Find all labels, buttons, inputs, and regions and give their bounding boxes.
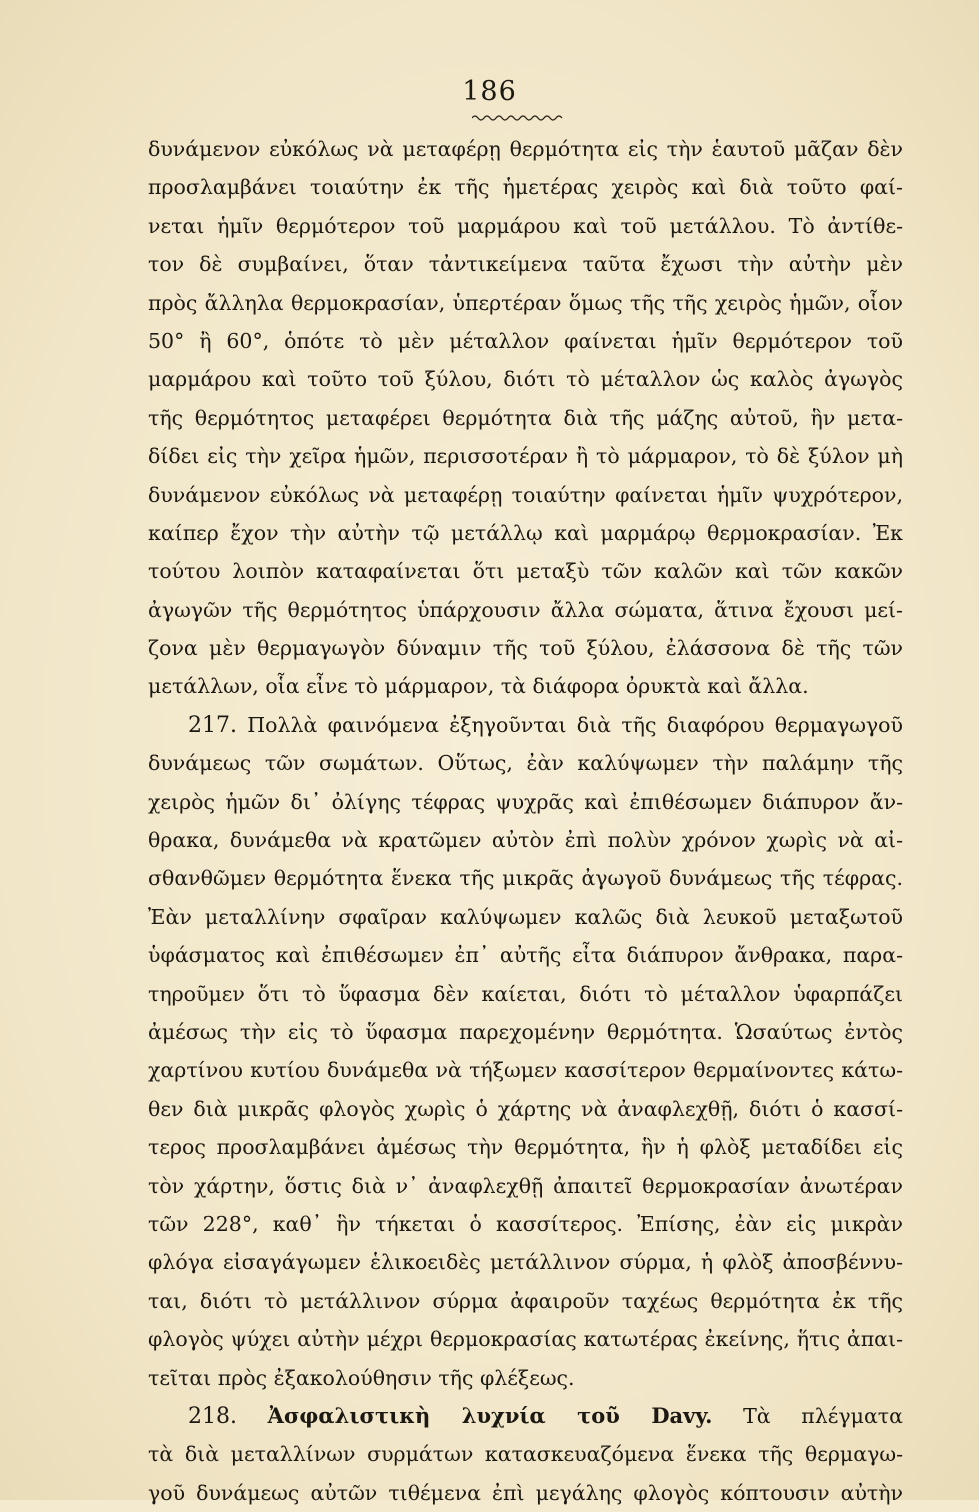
text-line: τῆς θερμότητος μεταφέρει θερμότητα διὰ τῆς μάζης αὐτοῦ, ἣν μετα- <box>148 405 903 430</box>
text-line: τον δὲ συμβαίνει, ὅταν τἀντικείμενα ταῦτα ἔχωσι τὴν αὐτὴν μὲν <box>148 252 903 277</box>
text-line: ζονα μὲν θερμαγωγὸν δύναμιν τῆς τοῦ ξύλου, ἐλάσσονα δὲ τῆς τῶν <box>148 636 903 661</box>
section-number: 218. <box>188 1403 237 1429</box>
text-line: μετάλλων, οἷα εἶνε τὸ μάρμαρον, τὰ διάφορα ὀρυκτὰ καὶ ἄλλα. <box>148 674 809 699</box>
text-line: γοῦ δυνάμεως αὐτῶν τιθέμενα ἐπὶ μεγάλης φλογὸς κόπτουσιν αὐτὴν <box>148 1480 903 1505</box>
wavy-rule-ornament <box>472 113 564 123</box>
text-line: τεῖται πρὸς ἐξακολούθησιν τῆς φλέξεως. <box>148 1365 575 1390</box>
text-line: ὑφάσματος καὶ ἐπιθέσωμεν ἐπ᾽ αὐτῆς εἶτα διάπυρον ἄνθρακα, παρα- <box>148 943 903 968</box>
section-218-first-line <box>148 1397 903 1435</box>
text-line: τὰ διὰ μεταλλίνων συρμάτων κατασκευαζόμενα ἕνεκα τῆς θερμαγω- <box>148 1442 903 1467</box>
page-number: 186 <box>462 76 517 107</box>
text-line: φλογὸς ψύχει αὐτὴν μέχρι θερμοκρασίας κατωτέρας ἐκείνης, ἥτις ἀπαι- <box>148 1327 903 1352</box>
text-line: προσλαμβάνει τοιαύτην ἐκ τῆς ἡμετέρας χειρὸς καὶ διὰ τοῦτο φαί- <box>148 175 903 200</box>
section-217-first-line <box>148 706 903 744</box>
body-text <box>148 130 903 1512</box>
text-line: καίπερ ἔχον τὴν αὐτὴν τῷ μετάλλῳ καὶ μαρμάρῳ θερμοκρασίαν. Ἐκ <box>148 520 903 545</box>
text-line: σθανθῶμεν θερμότητα ἕνεκα τῆς μικρᾶς ἀγωγοῦ δυνάμεως τῆς τέφρας. <box>148 866 903 891</box>
text-line: τερος προσλαμβάνει ἀμέσως τὴν θερμότητα, ἣν ἡ φλὸξ μεταδίδει εἰς <box>148 1135 903 1160</box>
text-line: ἀγωγῶν τῆς θερμότητος ὑπάρχουσιν ἄλλα σώματα, ἅτινα ἔχουσι μεί- <box>148 597 903 622</box>
text-line: 50° ἢ 60°, ὁπότε τὸ μὲν μέταλλον φαίνεται ἡμῖν θερμότερον τοῦ <box>148 328 903 353</box>
text-line: ται, διότι τὸ μετάλλινον σύρμα ἀφαιροῦν ταχέως θερμότητα ἐκ τῆς <box>148 1288 903 1313</box>
text-line: θρακα, δυνάμεθα νὰ κρατῶμεν αὐτὸν ἐπὶ πολὺν χρόνον χωρὶς νὰ αἰ- <box>148 828 903 853</box>
section-heading: Ἀσφαλιστικὴ λυχνία τοῦ Davy. <box>267 1402 713 1428</box>
text-line: δυνάμενον εὐκόλως νὰ μεταφέρῃ θερμότητα εἰς τὴν ἑαυτοῦ μᾶζαν δὲν <box>148 137 903 161</box>
text-line: δυνάμενον εὐκόλως νὰ μεταφέρῃ τοιαύτην φαίνεται ἡμῖν ψυχρότερον, <box>148 482 903 507</box>
text-line: πρὸς ἄλληλα θερμοκρασίαν, ὑπερτέραν ὅμως τῆς τῆς χειρὸς ἡμῶν, οἷον <box>148 290 903 315</box>
text-line: τῶν 228°, καθ᾽ ἣν τήκεται ὁ κασσίτερος. Ἐπίσης, ἐὰν εἰς μικρὰν <box>148 1211 903 1236</box>
text-line: Πολλὰ φαινόμενα ἐξηγοῦνται διὰ τῆς διαφόρου θερμαγωγοῦ <box>247 712 903 737</box>
text-line: θεν διὰ μικρᾶς φλογὸς χωρὶς ὁ χάρτης νὰ ἀναφλεχθῇ, διότι ὁ κασσί- <box>148 1096 903 1121</box>
text-line: τηροῦμεν ὅτι τὸ ὕφασμα δὲν καίεται, διότι τὸ μέταλλον ὑφαρπάζει <box>148 981 903 1006</box>
text-line: χαρτίνου κυτίου δυνάμεθα νὰ τήξωμεν κασσίτερον θερμαίνοντες κάτω- <box>148 1058 903 1083</box>
text-line: Τὰ πλέγματα <box>743 1403 903 1428</box>
text-line: Ἐὰν μεταλλίνην σφαῖραν καλύψωμεν καλῶς διὰ λευκοῦ μεταξωτοῦ <box>148 904 903 929</box>
text-line: μαρμάρου καὶ τοῦτο τοῦ ξύλου, διότι τὸ μέταλλον ὡς καλὸς ἀγωγὸς <box>148 367 903 392</box>
section-number: 217. <box>188 712 237 738</box>
text-line: ἀμέσως τὴν εἰς τὸ ὕφασμα παρεχομένην θερμότητα. Ὡσαύτως ἐντὸς <box>148 1019 903 1044</box>
text-line: δίδει εἰς τὴν χεῖρα ἡμῶν, περισσοτέραν ἢ τὸ μάρμαρον, τὸ δὲ ξύλον μὴ <box>148 444 903 469</box>
text-line: τούτου λοιπὸν καταφαίνεται ὅτι μεταξὺ τῶν καλῶν καὶ τῶν κακῶν <box>148 559 903 584</box>
text-line: νεται ἡμῖν θερμότερον τοῦ μαρμάρου καὶ τοῦ μετάλλου. Τὸ ἀντίθε- <box>148 213 903 238</box>
text-line: χειρὸς ἡμῶν δι᾽ ὀλίγης τέφρας ψυχρᾶς καὶ ἐπιθέσωμεν διάπυρον ἄν- <box>148 789 903 814</box>
text-line: δυνάμεως τῶν σωμάτων. Οὕτως, ἐὰν καλύψωμεν τὴν παλάμην τῆς <box>148 751 903 776</box>
text-line: φλόγα εἰσαγάγωμεν ἑλικοειδὲς μετάλλινον σύρμα, ἡ φλὸξ ἀποσβέννυ- <box>148 1250 903 1275</box>
text-line: τὸν χάρτην, ὅστις διὰ ν᾽ ἀναφλεχθῇ ἀπαιτεῖ θερμοκρασίαν ἀνωτέραν <box>148 1173 903 1198</box>
